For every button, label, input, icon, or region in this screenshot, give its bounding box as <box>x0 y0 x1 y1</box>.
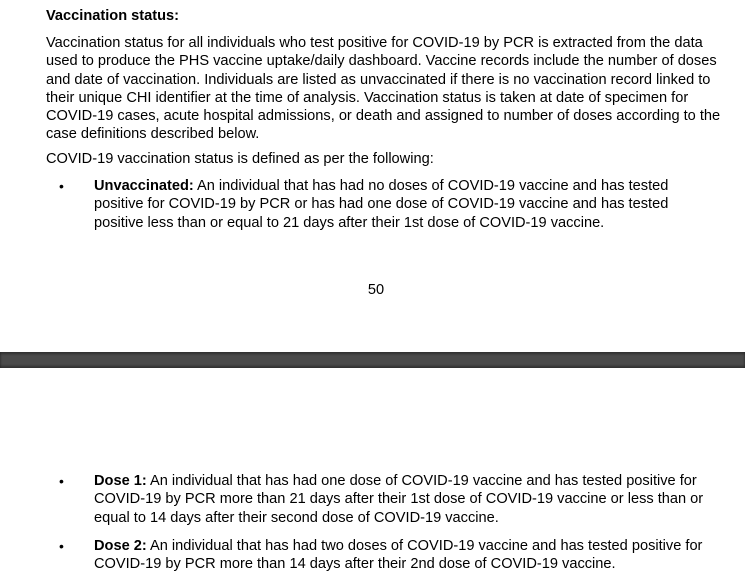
definition-text <box>94 177 714 232</box>
intro-paragraph: Vaccination status for all individuals who test positive for COVID-19 by PCR is extracted from the data used to produce the PHS vaccine uptake/daily dashboard. Vaccine records include the number of doses and date of vaccination. Individuals are listed as unvaccinated if there is no vaccination record linked to their unique CHI identifier at the time of analysis. Vaccination status is taken at date of specimen for COVID-19 cases, acute hospital admissions, or death and assigned to number of doses according to the case definitions described below. <box>46 35 721 143</box>
definition-intro-paragraph: COVID-19 vaccination status is defined as per the following: <box>46 151 434 167</box>
section-heading: Vaccination status: <box>46 8 180 24</box>
definition-description: An individual that has had no doses of COVID-19 vaccine and has tested positive for COVID-19 by PCR or has had one dose of COVID-19 vaccine and has tested positive less than or equal to 21 days after their 1st dose of COVID-19 vaccine. <box>94 178 669 231</box>
bullet-icon: • <box>59 178 64 194</box>
bullet-icon: • <box>59 538 64 554</box>
definition-description: An individual that has had one dose of COVID-19 vaccine and has tested positive for COVID-19 by PCR more than 21 days after their 1st dose of COVID-19 vaccine or less than or equal to 14 days after their second dose of COVID-19 vaccine. <box>94 473 704 526</box>
bullet-icon: • <box>59 473 64 489</box>
definition-description: An individual that has had two doses of COVID-19 vaccine and has tested positive for COVID-19 by PCR more than 14 days after their 2nd dose of COVID-19 vaccine. <box>94 538 703 573</box>
definition-term: Dose 1: <box>94 473 147 489</box>
definition-term: Unvaccinated: <box>94 178 194 194</box>
definition-text <box>94 472 714 527</box>
document-page-51 <box>0 368 745 585</box>
page-number: 50 <box>367 282 385 298</box>
page-separator <box>0 352 745 368</box>
definition-term: Dose 2: <box>94 538 147 554</box>
definition-text <box>94 537 714 574</box>
